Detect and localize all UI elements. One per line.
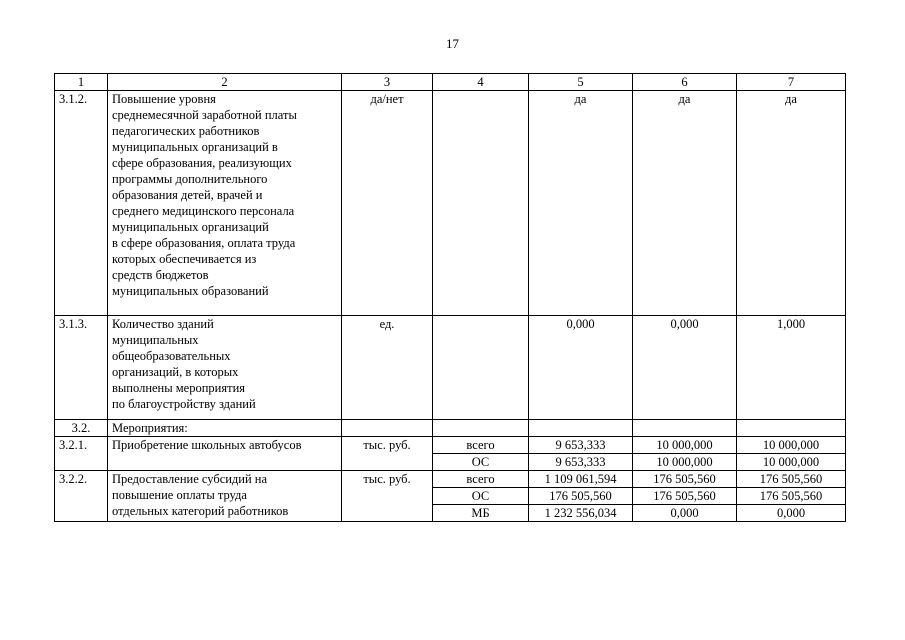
header-row xyxy=(55,74,846,91)
header-cell-col6: 6 xyxy=(633,74,737,91)
row-name-cell: Повышение уровня среднемесячной заработной платы педагогических работников муниципальных организаций в сфере образования, реализующих программы дополнительного образования детей, врачей и среднего медицинского персонала муниципальных организаций в сфере образования, оплата труда которых обеспечивается из средств бюджетов муниципальных образований xyxy=(108,91,342,316)
unit-cell xyxy=(342,420,433,437)
value-cell-col6: 10 000,000 xyxy=(633,437,737,454)
value-cell-col6 xyxy=(633,420,737,437)
program-indicators-table xyxy=(54,73,846,522)
row-number-cell: 3.1.3. xyxy=(55,316,108,420)
unit-cell: тыс. руб. xyxy=(342,471,433,522)
row-name-cell: Мероприятия: xyxy=(108,420,342,437)
row-number-cell: 3.2.2. xyxy=(55,471,108,522)
row-number-cell: 3.1.2. xyxy=(55,91,108,316)
value-cell-col6: 0,000 xyxy=(633,316,737,420)
value-cell-col5: 1 109 061,594 xyxy=(529,471,633,488)
value-cell-col7: 176 505,560 xyxy=(737,471,846,488)
table-row xyxy=(55,437,846,454)
page-number: 17 xyxy=(446,36,459,51)
unit-cell: тыс. руб. xyxy=(342,437,433,471)
unit-cell: да/нет xyxy=(342,91,433,316)
row-name-cell: Приобретение школьных автобусов xyxy=(108,437,342,471)
value-cell-col6: 176 505,560 xyxy=(633,488,737,505)
value-cell-col7: 176 505,560 xyxy=(737,488,846,505)
source-cell: ОС xyxy=(433,454,529,471)
value-cell-col6: 10 000,000 xyxy=(633,454,737,471)
value-cell-col5 xyxy=(529,420,633,437)
header-cell-col1: 1 xyxy=(55,74,108,91)
row-number-cell: 3.2.1. xyxy=(55,437,108,471)
source-cell xyxy=(433,420,529,437)
value-cell-col5: 9 653,333 xyxy=(529,437,633,454)
value-cell-col5: да xyxy=(529,91,633,316)
value-cell-col7: 10 000,000 xyxy=(737,437,846,454)
value-cell-col5: 1 232 556,034 xyxy=(529,505,633,522)
value-cell-col7: 0,000 xyxy=(737,505,846,522)
row-number-cell: 3.2. xyxy=(55,420,108,437)
value-cell-col5: 176 505,560 xyxy=(529,488,633,505)
header-cell-col7: 7 xyxy=(737,74,846,91)
value-cell-col7: 1,000 xyxy=(737,316,846,420)
header-cell-col5: 5 xyxy=(529,74,633,91)
table-row xyxy=(55,316,846,420)
value-cell-col7 xyxy=(737,420,846,437)
source-cell: ОС xyxy=(433,488,529,505)
source-cell: МБ xyxy=(433,505,529,522)
value-cell-col5: 9 653,333 xyxy=(529,454,633,471)
value-cell-col7: да xyxy=(737,91,846,316)
source-cell: всего xyxy=(433,437,529,454)
row-name-cell: Количество зданий муниципальных общеобразовательных организаций, в которых выполнены мероприятия по благоустройству зданий xyxy=(108,316,342,420)
source-cell: всего xyxy=(433,471,529,488)
table-row xyxy=(55,91,846,316)
header-cell-col3: 3 xyxy=(342,74,433,91)
row-name-cell: Предоставление субсидий на повышение оплаты труда отдельных категорий работников xyxy=(108,471,342,522)
value-cell-col7: 10 000,000 xyxy=(737,454,846,471)
value-cell-col6: 0,000 xyxy=(633,505,737,522)
value-cell-col6: 176 505,560 xyxy=(633,471,737,488)
value-cell-col5: 0,000 xyxy=(529,316,633,420)
header-cell-col4: 4 xyxy=(433,74,529,91)
source-cell xyxy=(433,91,529,316)
value-cell-col6: да xyxy=(633,91,737,316)
table-row xyxy=(55,471,846,488)
unit-cell: ед. xyxy=(342,316,433,420)
source-cell xyxy=(433,316,529,420)
table-row xyxy=(55,420,846,437)
header-cell-col2: 2 xyxy=(108,74,342,91)
